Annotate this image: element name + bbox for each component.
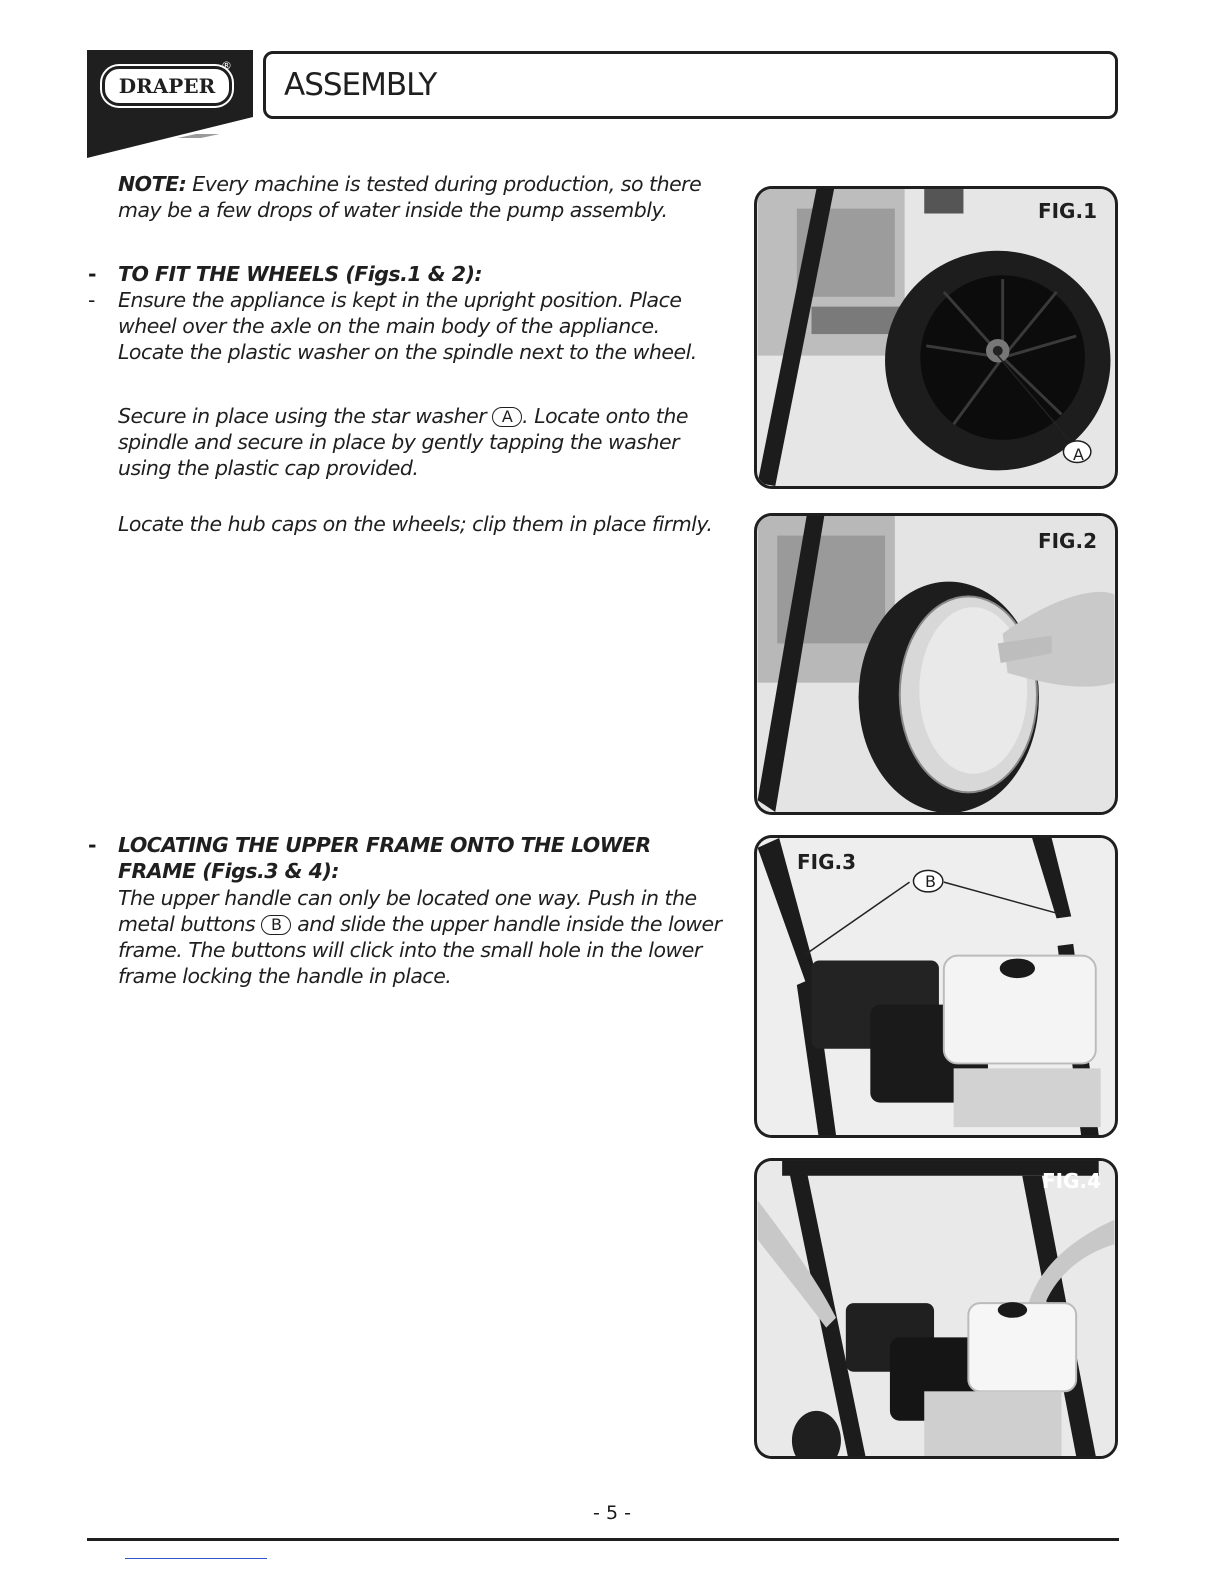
figure-1 <box>754 186 1118 489</box>
wheels-para-1: Ensure the appliance is kept in the upright position. Place wheel over the axle on the main body of the appliance. Locate the plastic washer on the spindle next to the wheel. <box>118 288 697 364</box>
callout-a-ref: A <box>492 407 522 427</box>
page-title: ASSEMBLY <box>284 67 437 103</box>
brand-logo: DRAPER <box>102 66 232 106</box>
footer-rule <box>87 1538 1119 1541</box>
registered-mark: ® <box>221 59 232 72</box>
fig1-label: FIG.1 <box>1037 199 1097 223</box>
fig1-illustration <box>757 189 1115 486</box>
frame-paragraph <box>118 885 724 989</box>
page-number: - 5 - <box>593 1502 631 1524</box>
frame-para-end: and slide the upper handle inside the lower frame. The buttons will click into the small hole in the lower frame locking the handle in place. <box>118 912 722 988</box>
wheels-para-2-end: . Locate onto the spindle and secure in place by gently tapping the washer using the plastic cap provided. <box>118 404 688 480</box>
footer-link-underline <box>125 1558 267 1559</box>
wheels-para-2 <box>118 403 724 481</box>
frame-para-start: The upper handle can only be located one way. Push in the metal buttons <box>118 886 697 936</box>
fig3-illustration <box>757 838 1115 1135</box>
note-paragraph <box>118 171 724 223</box>
figure-3 <box>754 835 1118 1138</box>
fig4-illustration <box>757 1161 1115 1456</box>
fig4-label: FIG.4 <box>1041 1169 1101 1193</box>
fig1-callout-a: A <box>1073 445 1084 464</box>
figure-4 <box>754 1158 1118 1459</box>
fig2-label: FIG.2 <box>1037 529 1097 553</box>
figure-2 <box>754 513 1118 815</box>
wheels-para-2-start: Secure in place using the star washer <box>118 404 493 428</box>
fig3-callout-b: B <box>925 872 936 891</box>
fig3-label: FIG.3 <box>797 850 857 874</box>
callout-b-ref: B <box>261 915 291 935</box>
fig2-illustration <box>757 516 1115 812</box>
wheels-heading: TO FIT THE WHEELS (Figs.1 & 2): <box>118 262 483 286</box>
note-label: NOTE: <box>118 172 187 196</box>
page-title-box <box>263 51 1118 119</box>
wheels-para-3: Locate the hub caps on the wheels; clip them in place firmly. <box>118 512 713 536</box>
note-text: Every machine is tested during production, so there may be a few drops of water inside the pump assembly. <box>118 172 702 222</box>
section-dash: - <box>88 833 97 857</box>
section-dash: - <box>88 262 97 286</box>
frame-heading: LOCATING THE UPPER FRAME ONTO THE LOWER FRAME (Figs.3 & 4): <box>118 833 651 883</box>
step-dash: - <box>88 288 96 312</box>
